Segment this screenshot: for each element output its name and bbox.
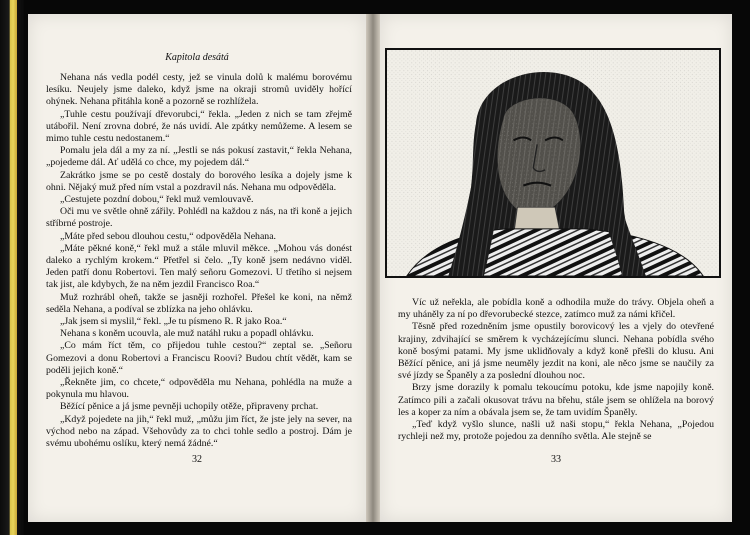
paragraph: Nehana s koněm ucouvla, ale muž natáhl ruku a popadl ohlávku. (60, 328, 314, 340)
paragraph: Nehana nás vedla podél cesty, jež se vinula dolů k malému borovému lesíku. Neujely jsme daleko, když jsme na okraji stromů uviděly hořící ohýnek. Nehana přitáhla koně a pozorně se rozhlížela. (46, 72, 352, 108)
book-cover-edge (0, 0, 24, 535)
paragraph: Muž rozhrábl oheň, takže se jasněji rozhořel. Přešel ke koni, na němž seděla Nehana, a podíval se zblízka na jeho ohlávku. (46, 291, 352, 315)
page-number-left: 32 (192, 454, 202, 465)
paragraph: „Cestujete pozdní dobou,“ řekl muž vemlouvavě. (60, 194, 254, 206)
book-gutter (366, 14, 380, 522)
paragraph: „Když pojedete na jih,“ řekl muž, „můžu jim říct, že jste jely na sever, na východ nebo na západ. Všehovůdy za to chci tohle sedlo a postroj. Dám je svému ubohému oslíku, který nemá žádné.“ (46, 413, 352, 450)
paragraph: „Máte pěkné koně,“ řekl muž a stále mluvil měkce. „Mohou vás donést daleko a rychlým krokem.“ Přetřel si čelo. „Ty koně jsem nedávno viděl. Jeden patří donu Robertovi. Ten malý señoru Gomezovi. U třetího si nejsem tak jist, ale kdybych, že na něm jezdil Francisco Roa.“ (46, 242, 352, 291)
paragraph: „Tuhle cestu používají dřevorubci,“ řekla. „Jeden z nich se tam zřejmě utábořil. Není zrovna dobré, že nás uvidí. Ale zpátky nemůžeme. A lesem se mimo tuhle cestu nedostanem.“ (46, 108, 352, 145)
paragraph: Brzy jsme dorazily k pomalu tekoucímu potoku, kde jsme napojily koně. Zatímco pili a začali okusovat trávu na břehu, stále jsem se ohlížela na borový les a koper za ním a obávala jsem se, že tam uvidím Španěly. (398, 382, 714, 418)
paragraph: „Řekněte jim, co chcete,“ odpověděla mu Nehana, pohlédla na muže a pokynula mu hlavou. (46, 377, 352, 401)
paragraph: Zakrátko jsme se po cestě dostaly do borového lesíka a dojely jsme k ohni. Nějaký muž před ním vstal a pozdravil nás. Nehana mu odpověděla. (46, 169, 352, 193)
page-number-right: 33 (551, 454, 561, 465)
paragraph: Víc už neřekla, ale pobídla koně a odhodila muže do trávy. Objela oheň a my uháněly za ní po dřevorubecké stezce, zatímco muž za námi křičel. (398, 297, 714, 321)
paragraph: „Teď když vyšlo slunce, našli už naši stopu,“ řekla Nehana, „Pojedou rychleji než my, protože pojedou za denního světla. Ale stejně se (398, 419, 714, 443)
left-page-text (46, 72, 352, 450)
paragraph: „Jak jsem si myslil,“ řekl. „Je tu písmeno R. R jako Roa.“ (60, 316, 287, 328)
left-page (28, 14, 366, 522)
chapter-header: Kapitola desátá (165, 52, 229, 63)
paragraph: Běžící pěnice a já jsme pevněji uchopily otěže, připraveny prchat. (60, 401, 319, 413)
right-page-text (398, 297, 714, 443)
paragraph: „Co mám říct těm, co přijedou tuhle cestou?“ zeptal se. „Señoru Gomezovi a donu Robertovi a Franciscu Roovi? Budou chtít vědět, kam se poděli jejich koně.“ (46, 340, 352, 376)
paragraph: Těsně před rozedněním jsme opustily borovicový les a vjely do otevřené krajiny, zdvihající se směrem k vycházejícímu slunci. Nehana pobídla svého koně bosými patami. My jsme uklidňovaly a když koně přešli do klusu. Ani Běžící pěnice, ani já jsme neuměly jezdit na koni, ale něco jsme se naučily za své jízdy se Španěly a za poslední dlouhou noc. (398, 321, 714, 382)
paragraph: Oči mu ve světle ohně zářily. Pohlédl na každou z nás, na tři koně a jejich stříbrné postroje. (46, 206, 352, 230)
paragraph: „Máte před sebou dlouhou cestu,“ odpověděla Nehana. (60, 230, 277, 242)
portrait-illustration (385, 48, 721, 278)
paragraph: Pomalu jela dál a my za ní. „Jestli se nás pokusí zastavit,“ řekla Nehana, „pojedeme dál. Ať udělá co chce, my pojedem dál.“ (46, 145, 352, 169)
right-page (380, 14, 732, 522)
